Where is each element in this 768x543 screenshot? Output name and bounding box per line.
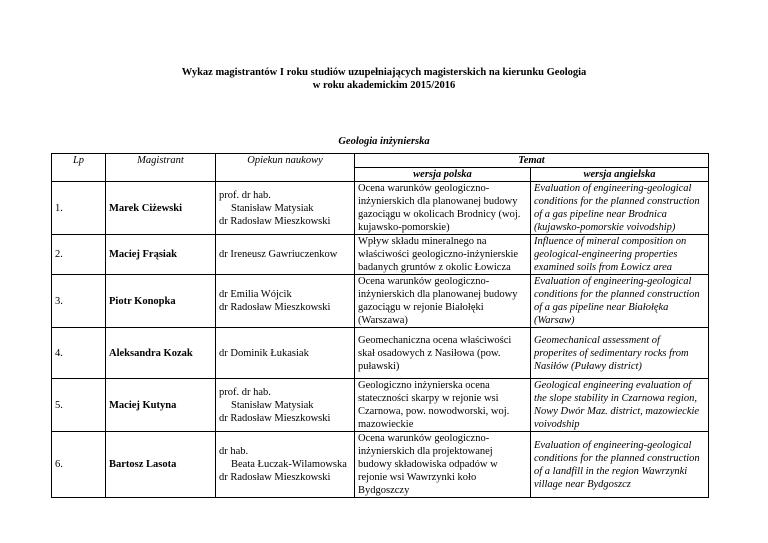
supervisor-line: prof. dr hab. (219, 189, 271, 201)
topic-polish: Geomechaniczna ocena właściwości skał osadowych z Nasiłowa (pow. puławski) (355, 328, 531, 379)
table-row (52, 379, 709, 432)
supervisor-cell (216, 275, 355, 328)
row-number: 2. (52, 235, 106, 275)
student-name: Maciej Kutyna (106, 379, 216, 432)
supervisor-cell (216, 379, 355, 432)
supervisor-cell (216, 235, 355, 275)
supervisor-line: Beata Łuczak-Wilamowska (231, 459, 347, 470)
topic-english: Evaluation of engineering-geological conditions for the planned construction of a landfill in the region Wawrzynki village near Bydgoszcz (531, 432, 709, 498)
supervisor-cell (216, 328, 355, 379)
supervisor-line: dr Dominik Łukasiak (219, 347, 309, 359)
supervisor-line: dr Ireneusz Gawriuczenkow (219, 249, 338, 260)
topic-polish: Wpływ składu mineralnego na właściwości geologiczno-inżynierskie badanych gruntów z okolic Łowicza (355, 235, 531, 275)
supervisor-line: dr hab. (219, 446, 249, 457)
row-number: 3. (52, 275, 106, 328)
table-row (52, 432, 709, 498)
students-table (51, 153, 709, 498)
header-topic: Temat (355, 154, 709, 168)
student-name: Maciej Frąsiak (106, 235, 216, 275)
header-supervisor: Opiekun naukowy (216, 154, 355, 182)
page-header (0, 66, 768, 92)
subheader-english: wersja angielska (531, 168, 709, 182)
supervisor-line: dr Radosław Mieszkowski (219, 472, 331, 483)
topic-polish: Ocena warunków geologiczno-inżynierskich dla planowanej budowy gazociągu w rejonie Białołęki (Warszawa) (355, 275, 531, 328)
row-number: 4. (52, 328, 106, 379)
supervisor-line: Stanisław Matysiak (231, 202, 314, 214)
topic-english: Geological engineering evaluation of the slope stability in Czarnowa region, Nowy Dwór Maz. district, mazowieckie voivodship (531, 379, 709, 432)
topic-english: Geomechanical assessment of properites of sedimentary rocks from Nasiłów (Puławy district) (531, 328, 709, 379)
supervisor-line: dr Radosław Mieszkowski (219, 302, 331, 313)
row-number: 1. (52, 182, 106, 235)
row-number: 5. (52, 379, 106, 432)
supervisor-line: dr Radosław Mieszkowski (219, 215, 331, 227)
table-row (52, 275, 709, 328)
topic-english: Evaluation of engineering-geological conditions for the planned construction of a gas pipeline near Brodnica (kujawsko-pomorskie voivodship) (531, 182, 709, 235)
supervisor-line: prof. dr hab. (219, 386, 271, 398)
table-row (52, 235, 709, 275)
academic-year: w roku akademickim 2015/2016 (312, 80, 456, 91)
table-row (52, 182, 709, 235)
student-name: Bartosz Lasota (106, 432, 216, 498)
topic-polish: Ocena warunków geologiczno-inżynierskich dla projektowanej budowy składowiska odpadów w rejonie wsi Wawrzynki koło Bydgoszczy (355, 432, 531, 498)
supervisor-cell (216, 182, 355, 235)
topic-english: Influence of mineral composition on geological-engineering properties examined soils from Łowicz area (531, 235, 709, 275)
topic-polish: Geologiczno inżynierska ocena stateczności skarpy w rejonie wsi Czarnowa, pow. nowodworski, woj. mazowieckie (355, 379, 531, 432)
student-name: Piotr Konopka (106, 275, 216, 328)
subheader-polish: wersja polska (355, 168, 531, 182)
header-lp: Lp (52, 154, 106, 182)
section-title: Geologia inżynierska (338, 136, 430, 147)
page-title: Wykaz magistrantów I roku studiów uzupełniających magisterskich na kierunku Geologia (181, 67, 587, 78)
student-name: Marek Ciżewski (106, 182, 216, 235)
row-number: 6. (52, 432, 106, 498)
supervisor-line: dr Radosław Mieszkowski (219, 412, 331, 424)
topic-polish: Ocena warunków geologiczno-inżynierskich dla planowanej budowy gazociągu w okolicach Brodnicy (woj. kujawsko-pomorskie) (355, 182, 531, 235)
supervisor-cell (216, 432, 355, 498)
supervisor-line: Stanisław Matysiak (231, 399, 314, 411)
supervisor-line: dr Emilia Wójcik (219, 289, 292, 300)
header-student: Magistrant (106, 154, 216, 182)
student-name: Aleksandra Kozak (106, 328, 216, 379)
topic-english: Evaluation of engineering-geological conditions for the planned construction of a gas pipeline near Białołęka (Warsaw) (531, 275, 709, 328)
table-row (52, 328, 709, 379)
